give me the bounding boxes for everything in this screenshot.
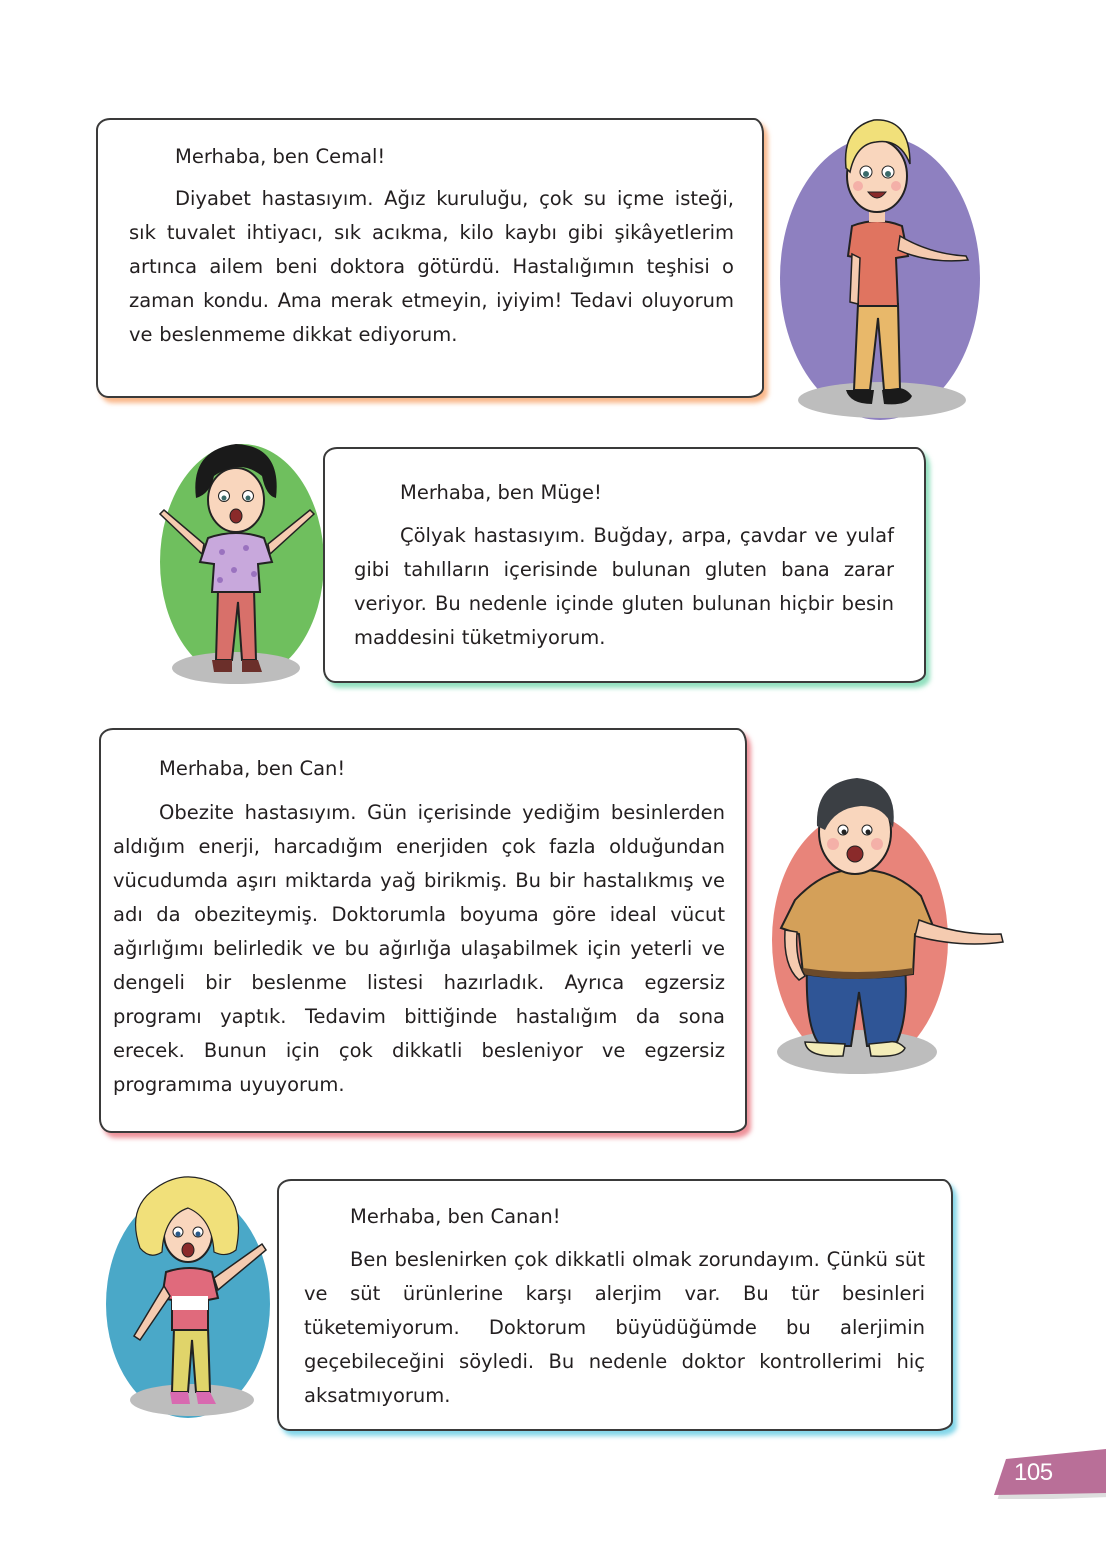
floor-shadow: [172, 652, 300, 684]
floor-shadow: [798, 382, 966, 418]
character-muge-illustration: [150, 432, 330, 690]
floor-shadow: [777, 1030, 937, 1074]
character-cemal-illustration: [770, 108, 1010, 428]
paragraph-cemal: Diyabet hastasıyım. Ağız kuruluğu, çok su içme isteği, sık tuvalet ihtiyacı, sık acıkma, kilo kaybı gibi şikâyetlerim artınca ailem beni doktora götürdü. Hastalığımın teşhisi o zaman kondu. Ama merak etmeyin, iyiyim! Tedavi oluyorum ve beslenmeme dikkat ediyorum.: [129, 187, 734, 346]
greeting-can: Merhaba, ben Can!: [159, 757, 346, 780]
paragraph-muge: Çölyak hastasıyım. Buğday, arpa, çavdar ve yulaf gibi tahılların içerisinde bulunan gluten bana zarar veriyor. Bu nedenle içinde gluten bulunan hiçbir besin maddesini tüketmiyorum.: [354, 524, 894, 649]
page-number-tab: [992, 1447, 1106, 1499]
greeting-canan: Merhaba, ben Canan!: [350, 1205, 561, 1228]
speech-card-muge: [323, 447, 926, 683]
floor-shadow: [130, 1384, 254, 1416]
character-can-illustration: [765, 770, 1010, 1080]
paragraph-can: Obezite hastasıyım. Gün içerisinde yediğim besinlerden aldığım enerji, harcadığım enerjiden çok fazla olduğundan vücudumda aşırı miktarda yağ birikmiş. Bu bir hastalıkmış ve adı da obeziteymiş. Doktorumla boyuma göre ideal vücut ağırlığımı belirledik ve bu ağırlığa ulaşabilmek için yeterli ve dengeli bir beslenme listesi hazırladık. Ayrıca egzersiz programı yaptık. Tedavim bittiğinde hastalığım da sona erecek. Bunun için çok dikkatli besleniyor ve egzersiz programıma uyuyorum.: [113, 801, 725, 1096]
greeting-muge: Merhaba, ben Müge!: [400, 481, 602, 504]
paragraph-canan: Ben beslenirken çok dikkatli olmak zorundayım. Çünkü süt ve süt ürünlerine karşı alerjim var. Bu tür besinleri tüketemiyorum. Doktorum büyüdüğümde bu alerjimin geçebileceğini söyledi. Bu nedenle doktor kontrollerimi hiç aksatmıyorum.: [304, 1248, 925, 1407]
speech-card-canan: [277, 1179, 953, 1431]
greeting-cemal: Merhaba, ben Cemal!: [175, 145, 386, 168]
speech-card-cemal: [96, 118, 764, 398]
page-number: 105: [1014, 1459, 1053, 1486]
speech-card-can: [99, 728, 747, 1133]
character-canan-illustration: [100, 1168, 280, 1426]
